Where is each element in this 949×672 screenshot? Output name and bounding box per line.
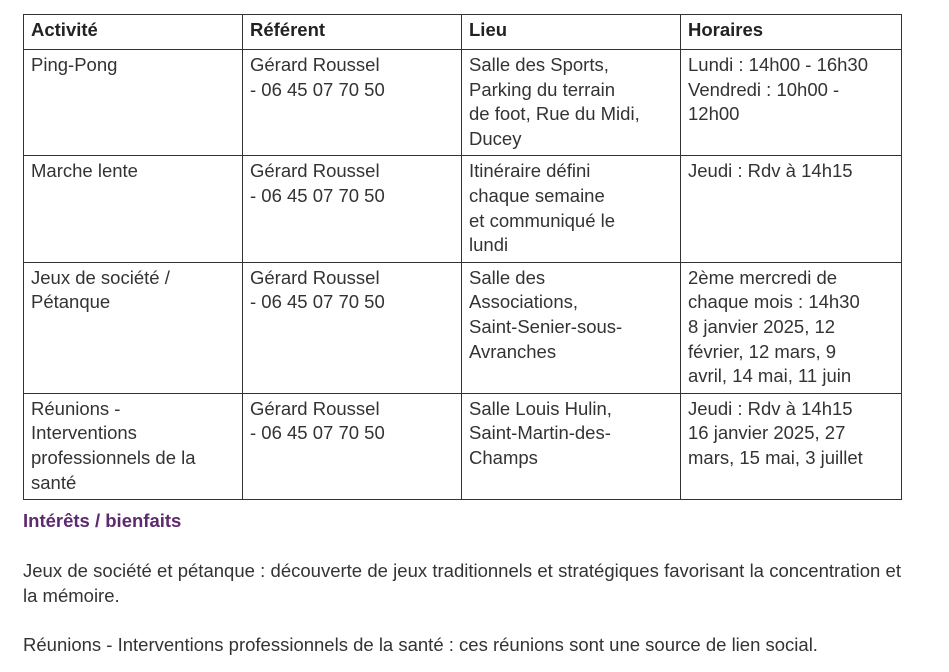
cell-line: Gérard Roussel — [250, 160, 380, 182]
table-header-row — [24, 15, 902, 50]
cell-referent — [243, 50, 462, 156]
cell-line: Gérard Roussel — [250, 397, 380, 419]
table-row — [24, 393, 902, 499]
cell-line: avril, 14 mai, 11 juin — [688, 365, 852, 387]
cell-horaires — [681, 262, 902, 393]
table-row — [24, 262, 902, 393]
cell-line: mars, 15 mai, 3 juillet — [688, 446, 863, 468]
cell-line: 16 janvier 2025, 27 — [688, 422, 846, 444]
cell-line: 8 janvier 2025, 12 — [688, 315, 836, 337]
cell-line: professionnels de la — [31, 446, 196, 468]
cell-line: Avranches — [469, 340, 557, 362]
paragraph-jeux-petanque: Jeux de société et pétanque : découverte de jeux traditionnels et stratégiques favorisant la concentration et la mémoire. — [23, 560, 901, 606]
cell-line: Jeux de société / — [31, 266, 170, 288]
cell-line: Interventions — [31, 422, 137, 444]
table-row — [24, 156, 902, 262]
cell-line: - 06 45 07 70 50 — [250, 291, 385, 313]
cell-line: Gérard Roussel — [250, 54, 380, 75]
header-horaires: Horaires — [681, 15, 902, 50]
header-lieu: Lieu — [462, 15, 681, 50]
cell-line: Lundi : 14h00 - 16h30 — [688, 54, 869, 75]
cell-line: Ducey — [469, 127, 522, 149]
cell-lieu — [462, 156, 681, 262]
cell-line: et communiqué le — [469, 209, 616, 231]
cell-line: - 06 45 07 70 50 — [250, 78, 385, 100]
cell-line: 2ème mercredi de — [688, 266, 838, 288]
cell-line: Salle Louis Hulin, — [469, 397, 612, 419]
cell-line: février, 12 mars, 9 — [688, 340, 837, 362]
cell-line: Marche lente — [31, 160, 138, 182]
cell-referent — [243, 156, 462, 262]
cell-line: Salle des Sports, — [469, 54, 609, 75]
cell-line: Parking du terrain — [469, 78, 616, 100]
cell-line: Ping-Pong — [31, 54, 118, 75]
cell-activite — [24, 262, 243, 393]
cell-referent — [243, 262, 462, 393]
header-referent: Référent — [243, 15, 462, 50]
cell-activite — [24, 393, 243, 499]
section-heading: Intérêts / bienfaits — [23, 510, 182, 531]
header-activite: Activité — [24, 15, 243, 50]
cell-line: Associations, — [469, 291, 578, 313]
cell-line: Jeudi : Rdv à 14h15 — [688, 397, 853, 419]
cell-lieu — [462, 50, 681, 156]
cell-line: - 06 45 07 70 50 — [250, 184, 385, 206]
cell-line: santé — [31, 471, 77, 493]
cell-line: Saint-Senier-sous- — [469, 315, 623, 337]
cell-line: de foot, Rue du Midi, — [469, 103, 640, 125]
cell-line: Jeudi : Rdv à 14h15 — [688, 160, 853, 182]
cell-line: Pétanque — [31, 291, 111, 313]
cell-line: Gérard Roussel — [250, 266, 380, 288]
cell-referent — [243, 393, 462, 499]
cell-lieu — [462, 393, 681, 499]
cell-line: Saint-Martin-des- — [469, 422, 611, 444]
cell-line: lundi — [469, 234, 509, 256]
table-row — [24, 50, 902, 156]
cell-line: 12h00 — [688, 103, 740, 125]
paragraph-reunions: Réunions - Interventions professionnels de la santé : ces réunions sont une source de lien social. — [23, 634, 818, 655]
cell-line: Réunions - — [31, 397, 121, 419]
cell-line: Champs — [469, 446, 538, 468]
cell-horaires — [681, 50, 902, 156]
cell-activite — [24, 156, 243, 262]
cell-line: Vendredi : 10h00 - — [688, 78, 840, 100]
cell-line: chaque semaine — [469, 184, 605, 206]
activities-table — [23, 14, 902, 500]
cell-line: chaque mois : 14h30 — [688, 291, 860, 313]
cell-lieu — [462, 262, 681, 393]
cell-activite — [24, 50, 243, 156]
cell-line: Salle des — [469, 266, 546, 288]
cell-line: Itinéraire défini — [469, 160, 591, 182]
cell-horaires — [681, 156, 902, 262]
cell-line: - 06 45 07 70 50 — [250, 422, 385, 444]
cell-horaires — [681, 393, 902, 499]
table-body — [24, 50, 902, 500]
